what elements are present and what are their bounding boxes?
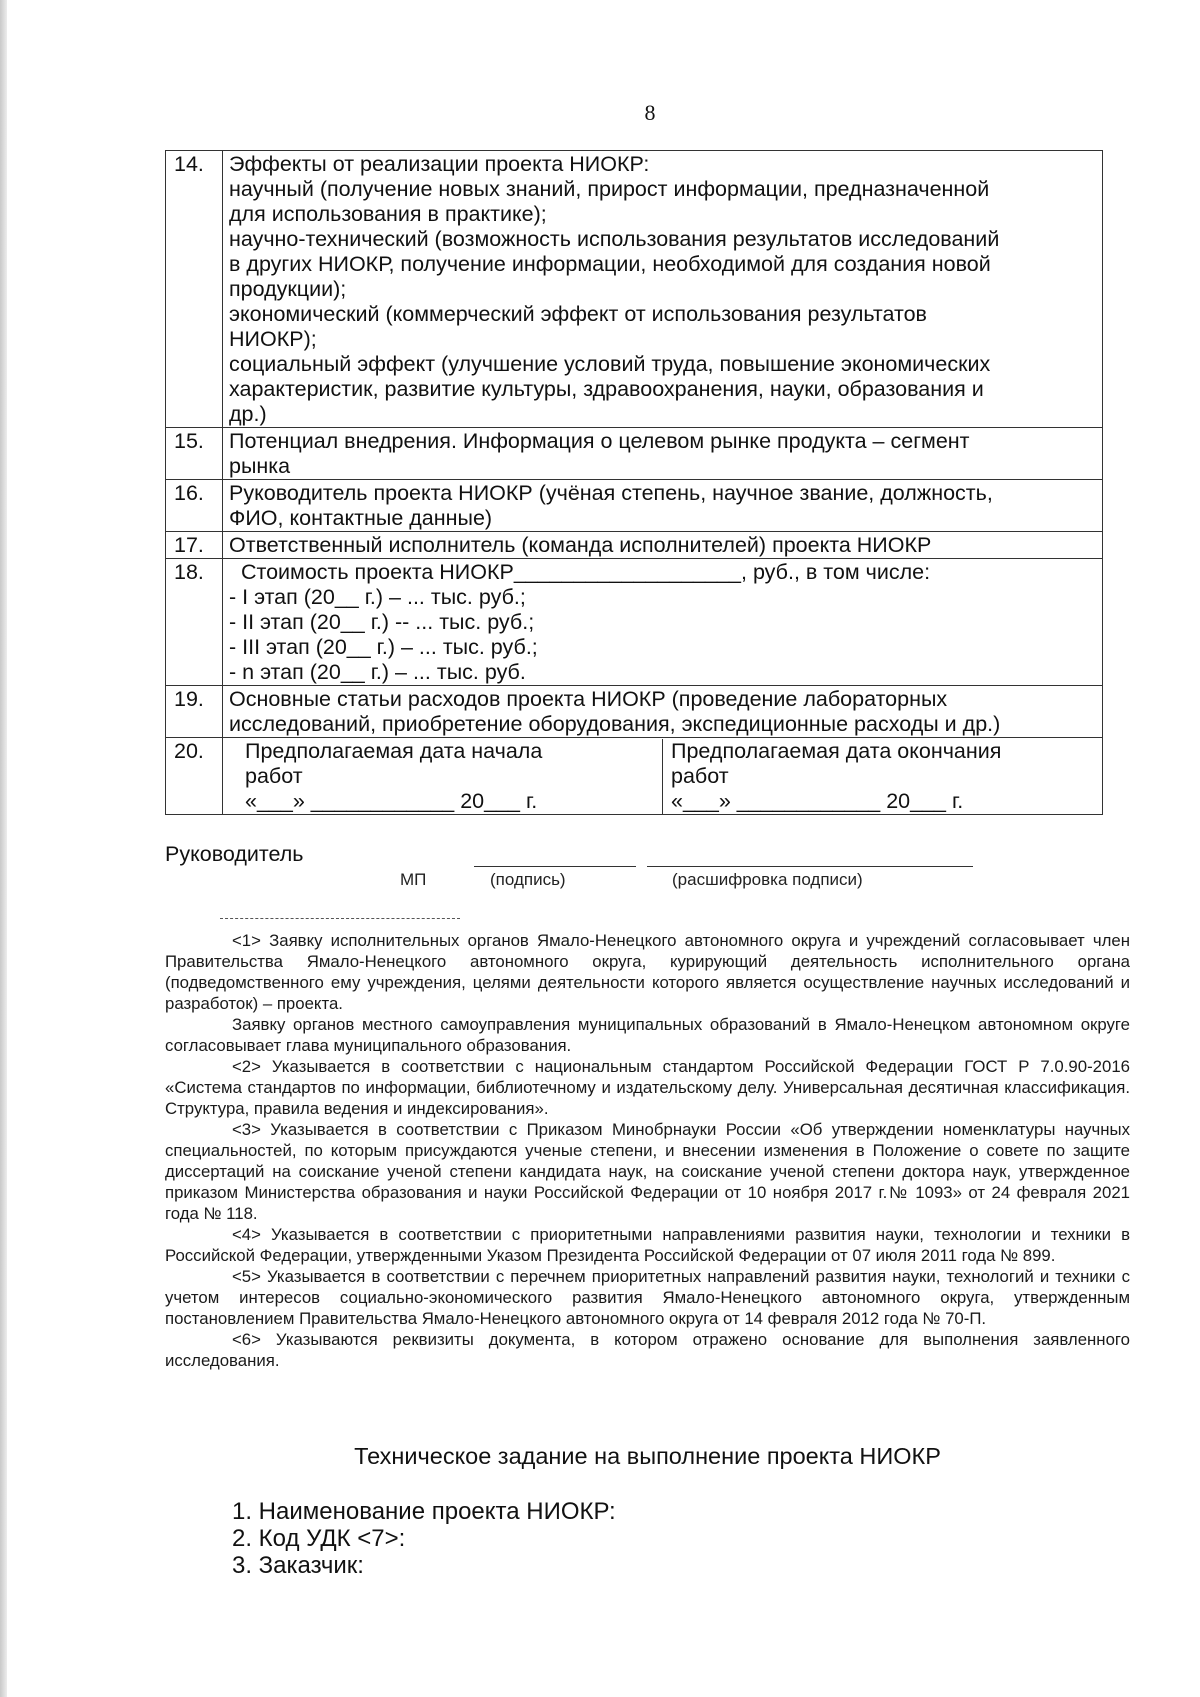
table-row-15	[166, 428, 1103, 480]
row-text-line: Эффекты от реализации проекта НИОКР:	[229, 152, 650, 176]
row-number: 15.	[166, 428, 223, 480]
row-text-line: - n этап (20__ г.) – ... тыс. руб.	[229, 660, 526, 684]
row-text-line: в других НИОКР, получение информации, необходимой для создания новой	[229, 252, 991, 276]
row-number: 16.	[166, 480, 223, 532]
row-number: 19.	[166, 686, 223, 738]
row-text-line: для использования в практике);	[229, 202, 547, 226]
end-date-label: Предполагаемая дата окончания	[671, 739, 1002, 763]
end-date-blank: «___» ____________ 20___ г.	[671, 789, 964, 813]
footnote-6: <6> Указываются реквизиты документа, в котором отражено основание для выполнения заявленного исследования.	[165, 1330, 1130, 1370]
page-number: 8	[644, 100, 656, 125]
footnote-3: <3> Указывается в соответствии с Приказом Минобрнауки России «Об утверждении номенклатуры научных специальностей, по которым присуждаются ученые степени, и внесении изменения в Положение о совете по защите диссертаций на соискание ученой степени кандидата наук, на соискание ученой степени доктора наук, утвержденное приказом Министерства образования и науки Российской Федерации от 10 ноября 2017 г.№ 1093» от 24 февраля 2021 года № 118.	[165, 1120, 1130, 1223]
technical-task-title: Техническое задание на выполнение проекта НИОКР	[354, 1443, 941, 1469]
row-text-line: Руководитель проекта НИОКР (учёная степень, научное звание, должность,	[229, 481, 993, 505]
row-text-line: экономический (коммерческий эффект от использования результатов	[229, 302, 927, 326]
row-number: 18.	[166, 559, 223, 686]
row-text-line: социальный эффект (улучшение условий труда, повышение экономических	[229, 352, 991, 376]
list-item: 1. Наименование проекта НИОКР:	[232, 1498, 616, 1525]
row-text-line: продукции);	[229, 277, 347, 301]
row-number: 17.	[166, 532, 223, 559]
row-text-line: исследований, приобретение оборудования, экспедиционные расходы и др.)	[229, 712, 1001, 736]
list-item: 2. Код УДК <7>:	[232, 1525, 406, 1552]
work-end-date-cell	[662, 739, 1102, 814]
row-number: 14.	[166, 151, 223, 428]
table-row-16	[166, 480, 1103, 532]
row-text-line: научный (получение новых знаний, прирост информации, предназначенной	[229, 177, 990, 201]
technical-task-list	[232, 1498, 616, 1579]
footnote-2: <2> Указывается в соответствии с национальным стандартом Российской Федерации ГОСТ Р 7.0.90-2016 «Система стандартов по информации, библиотечному и издательскому делу. Универсальная десятичная классификация. Структура, правила ведения и индексирования».	[165, 1057, 1130, 1118]
table-row-20	[166, 738, 1103, 815]
row-text-line: - II этап (20__ г.) -- ... тыс. руб.;	[229, 610, 535, 634]
row-description	[223, 559, 1103, 686]
name-caption: (расшифровка подписи)	[672, 870, 863, 889]
row-text-line: - I этап (20__ г.) – ... тыс. руб.;	[229, 585, 526, 609]
row-description	[223, 428, 1103, 480]
table-row-18	[166, 559, 1103, 686]
row-text-line: Стоимость проекта НИОКР___________________, руб., в том числе:	[229, 560, 931, 584]
signature-caption: (подпись)	[490, 870, 566, 889]
row-text-line: - III этап (20__ г.) – ... тыс. руб.;	[229, 635, 538, 659]
footnote-separator	[220, 918, 460, 919]
row-description	[223, 480, 1103, 532]
start-date-label-cont: работ	[245, 764, 303, 788]
list-item: 3. Заказчик:	[232, 1552, 364, 1579]
row-description	[223, 686, 1103, 738]
application-form-table	[165, 150, 1103, 815]
table-row-14	[166, 151, 1103, 428]
seal-mark: МП	[400, 870, 427, 889]
row-text-line: научно-технический (возможность использования результатов исследований	[229, 227, 1000, 251]
row-text-line: НИОКР);	[229, 327, 317, 351]
row-text-line: рынка	[229, 454, 291, 478]
row-text-line: др.)	[229, 402, 267, 426]
footnote-1-cont: Заявку органов местного самоуправления муниципальных образований в Ямало-Ненецком автономном округе согласовывает глава муниципального образования.	[165, 1015, 1130, 1055]
name-line	[647, 866, 973, 867]
row-text-line: характеристик, развитие культуры, здравоохранения, науки, образования и	[229, 377, 984, 401]
row-text-line: Потенциал внедрения. Информация о целевом рынке продукта – сегмент	[229, 429, 970, 453]
signature-label: Руководитель	[165, 842, 304, 866]
row-text-line: Основные статьи расходов проекта НИОКР (проведение лабораторных	[229, 687, 948, 711]
row-text-line: Ответственный исполнитель (команда исполнителей) проекта НИОКР	[229, 533, 932, 557]
row-number: 20.	[166, 738, 223, 815]
start-date-label: Предполагаемая дата начала	[245, 739, 543, 763]
row-description	[223, 532, 1103, 559]
footnotes	[165, 930, 1130, 1371]
scan-edge-shadow	[0, 0, 7, 1697]
footnote-1: <1> Заявку исполнительных органов Ямало-Ненецкого автономного округа и учреждений согласовывает член Правительства Ямало-Ненецкого автономного округа, курирующий деятельность исполнительного органа (подведомственного ему учреждения, целями деятельности которого является осуществление научных исследований и разработок) – проекта.	[165, 931, 1130, 1013]
work-start-date-cell	[223, 739, 662, 814]
footnote-4: <4> Указывается в соответствии с приоритетными направлениями развития науки, технологии и техники в Российской Федерации, утвержденными Указом Президента Российской Федерации от 07 июля 2011 года № 899.	[165, 1225, 1130, 1265]
footnote-5: <5> Указывается в соответствии с перечнем приоритетных направлений развития науки, технологий и техники с учетом интересов социально-экономического развития Ямало-Ненецкого автономного округа, утвержденным постановлением Правительства Ямало-Ненецкого автономного округа от 14 февраля 2012 года № 70-П.	[165, 1267, 1130, 1328]
row-description	[223, 151, 1103, 428]
signature-line	[474, 866, 636, 867]
end-date-label-cont: работ	[671, 764, 729, 788]
table-row-17	[166, 532, 1103, 559]
start-date-blank: «___» ____________ 20___ г.	[245, 789, 538, 813]
table-row-19	[166, 686, 1103, 738]
row-text-line: ФИО, контактные данные)	[229, 506, 493, 530]
